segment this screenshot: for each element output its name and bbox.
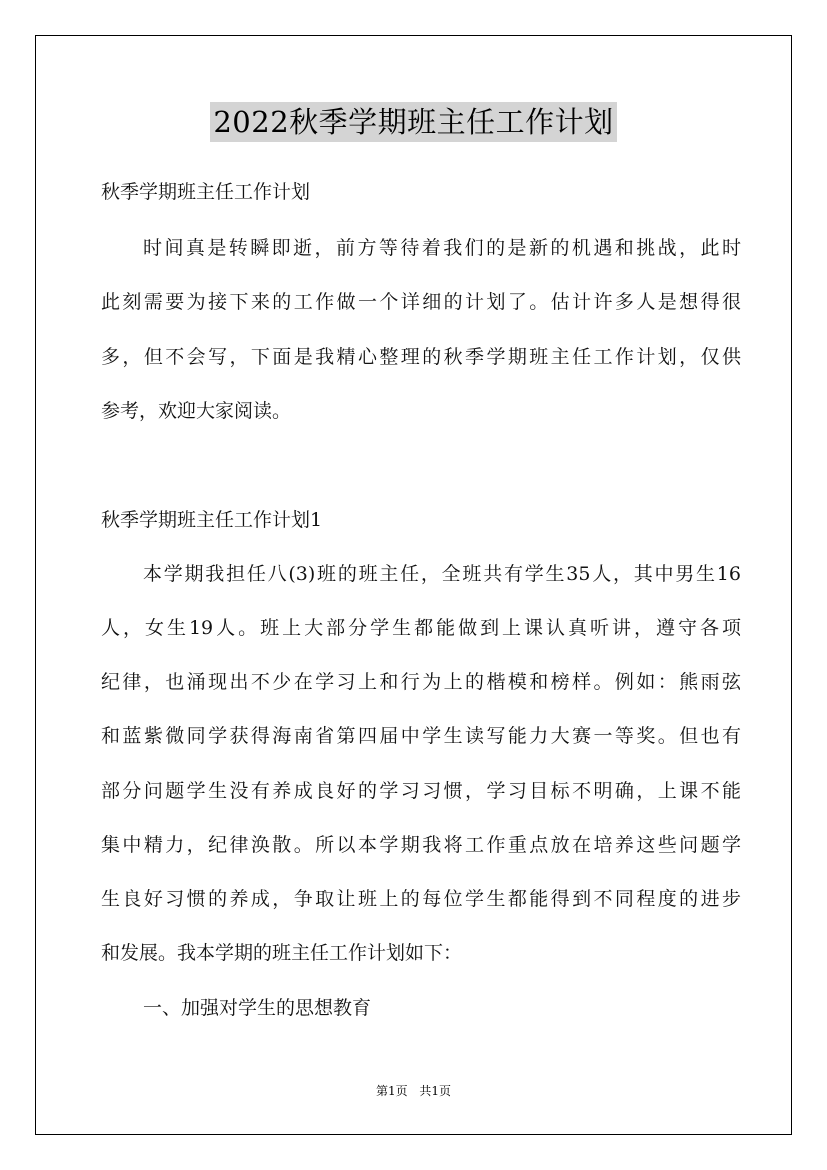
section-heading: 秋季学期班主任工作计划1 (101, 509, 323, 531)
paragraph-line: 时间真是转瞬即逝，前方等待着我们的是新的机遇和挑战，此时 (143, 237, 741, 259)
paragraph-line: 多，但不会写，下面是我精心整理的秋季学期班主任工作计划，仅供 (101, 346, 741, 368)
document-title: 2022秋季学期班主任工作计划 (210, 102, 616, 142)
page-footer (0, 1083, 827, 1099)
paragraph-line: 参考，欢迎大家阅读。 (101, 400, 292, 422)
paragraph-line: 生良好习惯的养成，争取让班上的每位学生都能得到不同程度的进步 (101, 888, 741, 910)
paragraph-line: 部分问题学生没有养成良好的学习习惯，学习目标不明确，上课不能 (101, 780, 741, 802)
page-number: 第1页 (375, 1084, 408, 1098)
subsection-heading: 一、加强对学生的思想教育 (143, 997, 372, 1019)
paragraph-line: 人，女生19人。班上大部分学生都能做到上课认真听讲，遵守各项 (101, 617, 741, 639)
paragraph-line: 和发展。我本学期的班主任工作计划如下： (101, 942, 463, 964)
paragraph-line: 本学期我担任八(3)班的班主任，全班共有学生35人，其中男生16 (143, 563, 741, 585)
paragraph-line: 纪律，也涌现出不少在学习上和行为上的楷模和榜样。例如：熊雨弦 (101, 671, 741, 693)
title-container (0, 102, 827, 142)
paragraph-line: 此刻需要为接下来的工作做一个详细的计划了。估计许多人是想得很 (101, 291, 741, 313)
page-total: 共1页 (419, 1084, 452, 1098)
paragraph-line: 集中精力，纪律涣散。所以本学期我将工作重点放在培养这些问题学 (101, 834, 741, 856)
paragraph-line: 和蓝紫微同学获得海南省第四届中学生读写能力大赛一等奖。但也有 (101, 725, 741, 747)
section-heading: 秋季学期班主任工作计划 (101, 181, 311, 203)
